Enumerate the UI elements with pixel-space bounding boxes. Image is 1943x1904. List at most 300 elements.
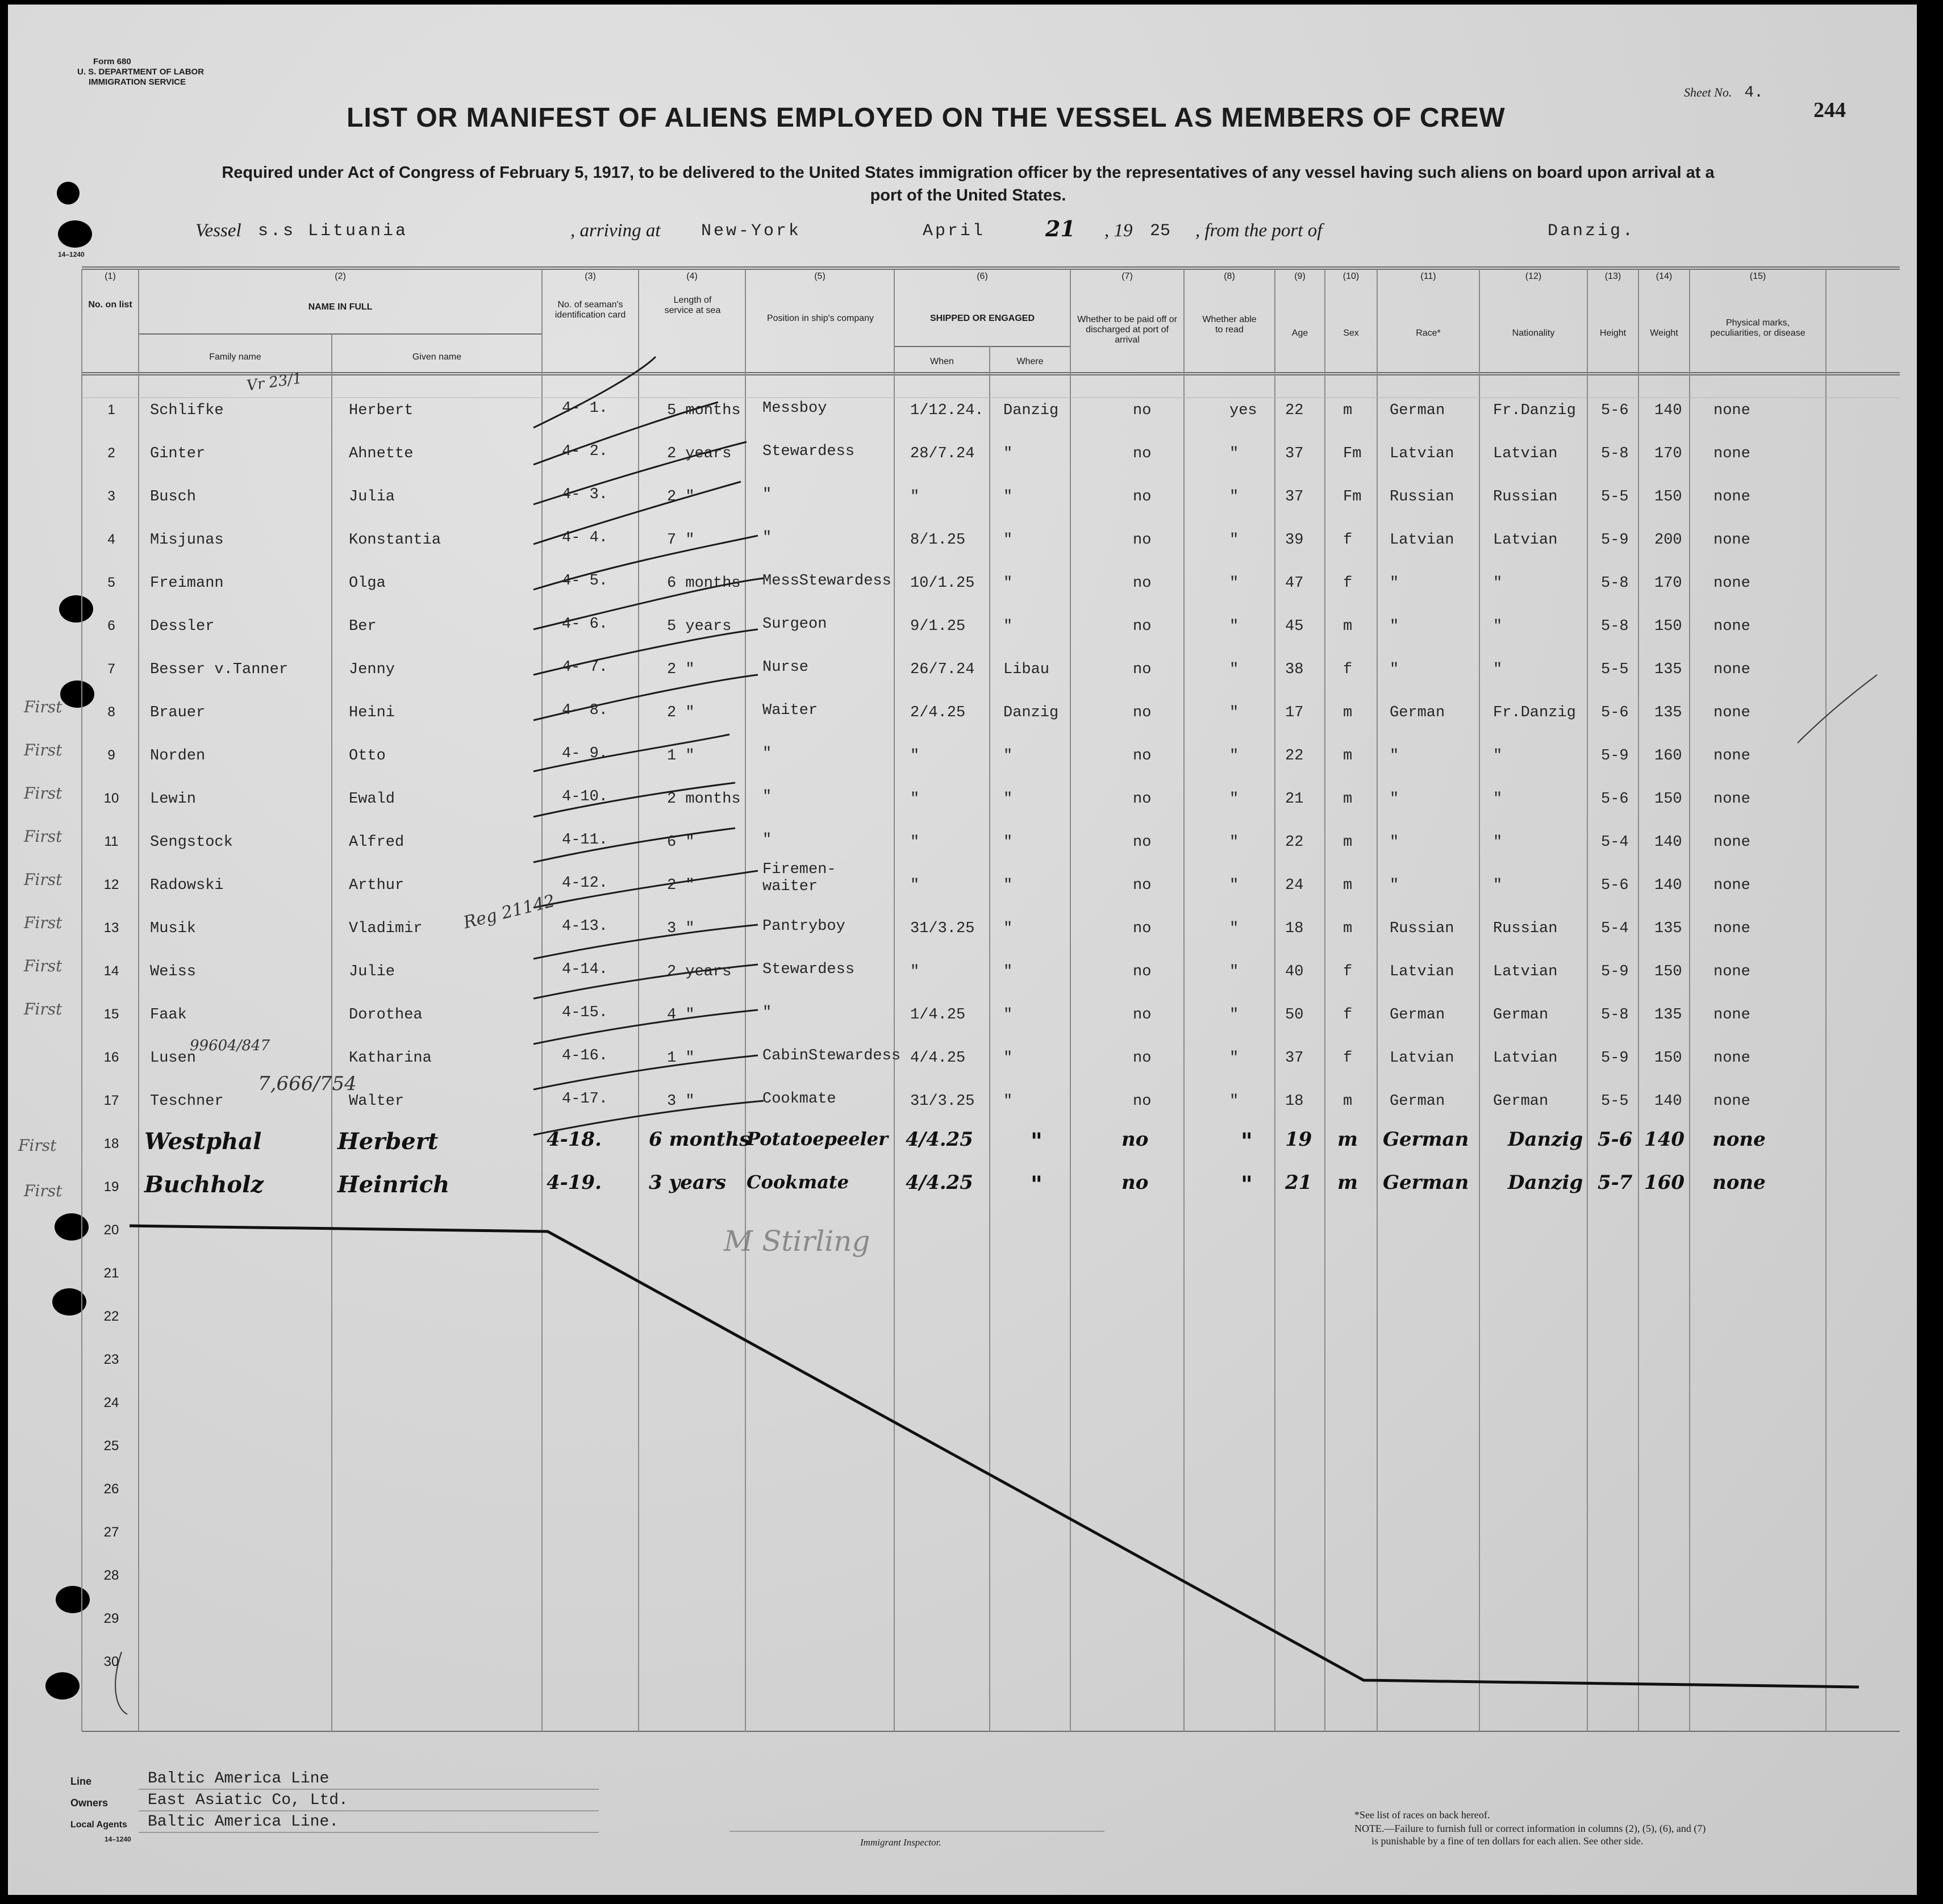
handwritten-cell-card: 4-18.: [547, 1128, 602, 1151]
row-number: 1: [107, 402, 115, 417]
cell-sex: m: [1343, 618, 1353, 635]
cell-weight: 150: [1654, 1050, 1682, 1067]
cell-paid: no: [1133, 963, 1152, 980]
cell-read: ": [1229, 618, 1239, 635]
owners-label: Owners: [70, 1797, 109, 1809]
row-number: 25: [103, 1438, 119, 1454]
cell-where: ": [1003, 488, 1013, 506]
from-label: , from the port of: [1195, 220, 1323, 241]
cell-when: 8/1.25: [910, 532, 966, 549]
cell-where: Danzig: [1003, 704, 1059, 721]
cell-race: Latvian: [1390, 963, 1454, 980]
handwritten-cell-height: 5-6: [1598, 1128, 1633, 1151]
cell-family: Lusen: [150, 1050, 197, 1067]
cell-race: ": [1390, 575, 1399, 592]
cell-age: 37: [1285, 1050, 1304, 1067]
cell-height: 5-9: [1601, 963, 1629, 980]
cell-family: Sengstock: [150, 834, 233, 851]
cell-race: ": [1390, 791, 1399, 808]
cell-given: Jenny: [349, 661, 395, 678]
cell-age: 38: [1285, 661, 1304, 678]
handwritten-cell-marks: none: [1712, 1171, 1766, 1194]
cell-height: 5-6: [1601, 877, 1629, 894]
cell-sex: f: [1343, 963, 1353, 980]
cell-sex: m: [1343, 748, 1353, 765]
cell-service: 2 ": [667, 877, 695, 894]
cell-position: Nurse: [762, 659, 809, 676]
cell-weight: 200: [1654, 532, 1682, 549]
header-shipped: SHIPPED OR ENGAGED: [929, 314, 1035, 323]
header-age: Age: [1291, 328, 1308, 338]
cell-position: Stewardess: [762, 961, 855, 978]
cell-sex: f: [1343, 1050, 1353, 1067]
handwritten-cell-position: Cookmate: [747, 1171, 849, 1193]
cell-when: 28/7.24: [910, 445, 975, 462]
handwritten-cell-race: German: [1383, 1128, 1469, 1151]
cell-when: 1/12.24.: [910, 402, 984, 419]
row-number: 24: [103, 1395, 119, 1410]
cell-read: ": [1229, 834, 1239, 851]
cell-given: Vladimir: [349, 920, 423, 937]
header-where: Where: [1016, 357, 1044, 366]
cell-age: 24: [1285, 877, 1304, 894]
col-num-2: (2): [335, 272, 346, 281]
cell-weight: 135: [1654, 1007, 1682, 1024]
cell-height: 5-8: [1601, 445, 1629, 462]
cell-where: ": [1003, 877, 1013, 894]
page-title: LIST OR MANIFEST OF ALIENS EMPLOYED ON THE VESSEL AS MEMBERS OF CREW: [347, 103, 1506, 133]
cell-position: Stewardess: [762, 443, 855, 460]
cell-marks: none: [1713, 877, 1750, 894]
cell-card: 4- 5.: [562, 573, 608, 590]
cell-family: Busch: [150, 488, 197, 506]
cell-marks: none: [1713, 532, 1750, 549]
handwritten-cell-service: 6 months: [649, 1128, 750, 1151]
cell-service: 2 ": [667, 704, 695, 721]
owners-value: East Asiatic Co, Ltd.: [148, 1792, 348, 1809]
cell-nationality: Fr.Danzig: [1493, 402, 1576, 419]
vessel-label: Vessel: [195, 220, 241, 241]
page-number: 244: [1813, 98, 1846, 122]
cancel-line: [130, 1226, 1859, 1687]
fine-note-1: NOTE.—Failure to furnish full or correct information in columns (2), (5), (6), and (7): [1354, 1823, 1706, 1834]
cell-sex: m: [1343, 402, 1353, 419]
col-num-9: (9): [1294, 272, 1306, 281]
cell-sex: Fm: [1343, 488, 1362, 506]
cell-marks: none: [1713, 834, 1750, 851]
cell-sex: m: [1343, 791, 1353, 808]
first-mark: First: [24, 957, 62, 975]
cell-where: ": [1003, 575, 1013, 592]
cell-when: ": [910, 877, 920, 894]
cell-position: Messboy: [762, 400, 827, 417]
handwritten-cell-service: 3 years: [649, 1171, 726, 1194]
cell-marks: none: [1713, 575, 1750, 592]
subtitle-line-2: port of the United States.: [870, 186, 1066, 204]
row-number: 10: [103, 791, 119, 806]
cell-card: 4-16.: [562, 1047, 608, 1064]
agents-label: Local Agents: [70, 1820, 127, 1830]
sheet-number: 4.: [1744, 84, 1763, 102]
cell-where: ": [1003, 834, 1013, 851]
header-family-name: Family name: [209, 352, 261, 362]
cell-sex: f: [1343, 661, 1353, 678]
cell-marks: none: [1713, 661, 1750, 678]
cell-marks: none: [1713, 1093, 1750, 1110]
cell-nationality: ": [1493, 748, 1503, 765]
cell-marks: none: [1713, 402, 1750, 419]
cell-read: ": [1229, 963, 1239, 980]
cell-nationality: Latvian: [1493, 1050, 1558, 1067]
cell-sex: m: [1343, 920, 1353, 937]
cell-when: ": [910, 488, 920, 506]
cell-given: Walter: [349, 1093, 405, 1110]
cell-race: German: [1390, 1007, 1445, 1024]
cell-age: 37: [1285, 445, 1304, 462]
handwritten-cell-card: 4-19.: [547, 1171, 602, 1194]
cell-where: ": [1003, 618, 1013, 635]
handwritten-cell-paid: no: [1121, 1171, 1149, 1194]
cell-given: Arthur: [349, 877, 405, 894]
form-service: IMMIGRATION SERVICE: [89, 77, 186, 87]
handwritten-cell-paid: no: [1121, 1128, 1149, 1151]
col-num-3: (3): [585, 272, 596, 281]
manifest-sheet: [8, 5, 1917, 1895]
line-value: Baltic America Line: [148, 1770, 330, 1788]
cell-card: 4- 2.: [562, 443, 608, 460]
cell-given: Julia: [349, 488, 395, 506]
row-number: 19: [103, 1179, 119, 1195]
cell-paid: no: [1133, 618, 1152, 635]
header-when: When: [930, 357, 954, 366]
cell-when: 31/3.25: [910, 1093, 975, 1110]
handwritten-cell-read: ": [1241, 1171, 1253, 1198]
cell-when: 4/4.25: [910, 1050, 966, 1067]
line-label: Line: [70, 1776, 92, 1787]
cell-family: Dessler: [150, 618, 215, 635]
cell-read: yes: [1229, 402, 1257, 419]
arrival-day: 21: [1045, 216, 1075, 241]
row-number: 16: [103, 1050, 119, 1065]
cell-read: ": [1229, 532, 1239, 549]
row-number: 4: [107, 532, 115, 547]
header-length-of-service: Length of service at sea: [664, 295, 721, 315]
handwritten-cell-sex: m: [1337, 1128, 1358, 1151]
cell-race: German: [1390, 704, 1445, 721]
cell-read: ": [1229, 791, 1239, 808]
cell-service: 3 ": [667, 920, 695, 937]
cell-position: ": [762, 529, 772, 546]
cell-given: Julie: [349, 963, 395, 980]
cell-nationality: ": [1493, 791, 1503, 808]
cell-given: Heini: [349, 704, 395, 721]
cell-read: ": [1229, 920, 1239, 937]
col-num-1: (1): [105, 272, 116, 281]
cell-position: MessStewardess: [762, 573, 891, 590]
handwritten-cell-family: Buchholz: [144, 1171, 264, 1198]
departure-port: Danzig.: [1548, 222, 1636, 241]
handwritten-cell-height: 5-7: [1598, 1171, 1633, 1194]
cell-nationality: ": [1493, 575, 1503, 592]
cell-sex: f: [1343, 1007, 1353, 1024]
cell-where: ": [1003, 532, 1013, 549]
cell-read: ": [1229, 575, 1239, 592]
cell-race: Latvian: [1390, 532, 1454, 549]
cell-paid: no: [1133, 834, 1152, 851]
row-number: 27: [103, 1525, 119, 1540]
handwritten-cell-weight: 140: [1644, 1128, 1685, 1151]
cell-position: CabinStewardess: [762, 1047, 901, 1064]
inspector-signature: M Stirling: [724, 1225, 870, 1258]
handwritten-cell-read: ": [1241, 1128, 1253, 1155]
handwritten-cell-when: 4/4.25: [906, 1128, 973, 1151]
cell-card: 4- 7.: [562, 659, 608, 676]
cell-position: ": [762, 745, 772, 762]
col-num-7: (7): [1121, 272, 1133, 281]
cell-weight: 140: [1654, 1093, 1682, 1110]
row-number: 15: [103, 1007, 119, 1022]
header-race: Race*: [1416, 328, 1441, 338]
first-mark: First: [24, 913, 62, 932]
cell-where: ": [1003, 445, 1013, 462]
cell-age: 18: [1285, 920, 1304, 937]
handwritten-cell-given: Heinrich: [337, 1171, 450, 1198]
cell-age: 17: [1285, 704, 1304, 721]
form-department: U. S. DEPARTMENT OF LABOR: [77, 67, 205, 77]
cell-marks: none: [1713, 704, 1750, 721]
cell-card: 4- 8.: [562, 702, 608, 719]
cell-age: 22: [1285, 748, 1304, 765]
cell-sex: f: [1343, 532, 1353, 549]
handwritten-cell-where: ": [1031, 1171, 1043, 1198]
cell-paid: no: [1133, 402, 1152, 419]
cell-family: Radowski: [150, 877, 224, 894]
handwritten-cell-weight: 160: [1644, 1171, 1685, 1194]
cell-card: 4- 4.: [562, 529, 608, 546]
cell-service: 6 ": [667, 834, 695, 851]
row1-note: Vr 23/1: [245, 370, 303, 395]
cell-position: ": [762, 1004, 772, 1021]
reg-note: Reg 21142: [461, 891, 557, 933]
cell-when: ": [910, 748, 920, 765]
cell-height: 5-6: [1601, 791, 1629, 808]
row-number: 30: [103, 1654, 119, 1669]
arrival-month: April: [923, 222, 986, 241]
cell-nationality: ": [1493, 834, 1503, 851]
handwritten-cell-marks: none: [1712, 1128, 1766, 1151]
col-num-15: (15): [1749, 272, 1766, 281]
cell-where: ": [1003, 748, 1013, 765]
handwritten-cell-sex: m: [1337, 1171, 1358, 1194]
row-number: 13: [103, 920, 119, 936]
cell-height: 5-9: [1601, 532, 1629, 549]
cell-where: ": [1003, 963, 1013, 980]
arriving-label: , arriving at: [570, 220, 661, 241]
cell-weight: 135: [1654, 704, 1682, 721]
cell-when: 9/1.25: [910, 618, 966, 635]
cell-position: Pantryboy: [762, 918, 845, 935]
cell-age: 40: [1285, 963, 1304, 980]
cell-age: 22: [1285, 402, 1304, 419]
cell-family: Weiss: [150, 963, 197, 980]
handwritten-cell-given: Herbert: [337, 1128, 439, 1155]
cell-marks: none: [1713, 963, 1750, 980]
cell-race: ": [1390, 834, 1399, 851]
cell-age: 18: [1285, 1093, 1304, 1110]
cell-given: Ahnette: [349, 445, 414, 462]
cell-height: 5-5: [1601, 1093, 1629, 1110]
cell-age: 21: [1285, 791, 1304, 808]
cell-family: Misjunas: [150, 532, 224, 549]
handwritten-cell-age: 21: [1285, 1171, 1312, 1194]
row-number: 28: [103, 1568, 119, 1583]
cell-nationality: Russian: [1493, 920, 1558, 937]
cell-service: 2 years: [667, 963, 732, 980]
col-num-11: (11): [1420, 272, 1436, 281]
cell-marks: none: [1713, 791, 1750, 808]
row-number: 22: [103, 1309, 119, 1324]
cell-race: German: [1390, 1093, 1445, 1110]
col-num-5: (5): [814, 272, 825, 281]
cell-race: ": [1390, 618, 1399, 635]
cell-nationality: Fr.Danzig: [1493, 704, 1576, 721]
cell-read: ": [1229, 1093, 1239, 1110]
row-number: 17: [103, 1093, 119, 1108]
cell-paid: no: [1133, 488, 1152, 506]
handwritten-cell-when: 4/4.25: [906, 1171, 973, 1194]
race-note: *See list of races on back hereof.: [1354, 1809, 1490, 1821]
cell-given: Ber: [349, 618, 377, 635]
faak-note: 99604/847: [190, 1037, 270, 1054]
cell-given: Olga: [349, 575, 386, 592]
cell-race: ": [1390, 661, 1399, 678]
cell-marks: none: [1713, 1007, 1750, 1024]
cell-nationality: ": [1493, 618, 1503, 635]
cell-service: 2 ": [667, 661, 695, 678]
cell-service: 2 months: [667, 791, 741, 808]
cell-service: 2 years: [667, 445, 732, 462]
first-mark: First: [18, 1136, 57, 1155]
cell-service: 4 ": [667, 1007, 695, 1024]
cell-where: ": [1003, 1093, 1013, 1110]
cell-marks: none: [1713, 445, 1750, 462]
row-number: 3: [107, 488, 115, 504]
cell-when: ": [910, 963, 920, 980]
cell-race: Latvian: [1390, 445, 1454, 462]
handwritten-cell-position: Potatoepeeler: [747, 1128, 889, 1150]
cell-age: 47: [1285, 575, 1304, 592]
cell-read: ": [1229, 748, 1239, 765]
cell-nationality: Latvian: [1493, 445, 1558, 462]
cell-service: 6 months: [667, 575, 741, 592]
cell-service: 7 ": [667, 532, 695, 549]
cell-marks: none: [1713, 920, 1750, 937]
cell-height: 5-5: [1601, 661, 1629, 678]
header-height: Height: [1599, 328, 1627, 338]
cell-paid: no: [1133, 748, 1152, 765]
cell-sex: f: [1343, 575, 1353, 592]
first-mark: First: [24, 1000, 62, 1018]
first-mark: First: [24, 827, 62, 846]
row-number: 18: [103, 1136, 119, 1151]
row-number: 20: [103, 1222, 119, 1238]
header-weight: Weight: [1650, 328, 1678, 338]
table-grid: [8, 5, 1917, 1895]
cell-family: Lewin: [150, 791, 197, 808]
cell-race: Russian: [1390, 488, 1454, 506]
first-mark: First: [24, 784, 62, 803]
cell-height: 5-6: [1601, 704, 1629, 721]
col-num-4: (4): [686, 272, 698, 281]
cell-position: Cookmate: [762, 1091, 836, 1108]
agents-value: Baltic America Line.: [148, 1813, 339, 1831]
cell-family: Faak: [150, 1007, 187, 1024]
cell-nationality: ": [1493, 877, 1503, 894]
cell-nationality: German: [1493, 1007, 1549, 1024]
cell-card: 4-15.: [562, 1004, 608, 1021]
cell-read: ": [1229, 488, 1239, 506]
col-num-8: (8): [1224, 272, 1235, 281]
header-name-in-full: NAME IN FULL: [308, 302, 373, 312]
cell-service: 1 ": [667, 748, 695, 765]
cell-nationality: ": [1493, 661, 1503, 678]
arrival-port: New-York: [701, 222, 802, 241]
cell-paid: no: [1133, 661, 1152, 678]
arrival-year: 25: [1150, 222, 1171, 241]
cell-height: 5-9: [1601, 1050, 1629, 1067]
row-number: 23: [103, 1352, 119, 1367]
cell-position: ": [762, 486, 772, 503]
cell-given: Herbert: [349, 402, 414, 419]
cell-race: Latvian: [1390, 1050, 1454, 1067]
cell-given: Alfred: [349, 834, 405, 851]
cell-where: ": [1003, 791, 1013, 808]
cell-when: 31/3.25: [910, 920, 975, 937]
cell-where: ": [1003, 1050, 1013, 1067]
cell-when: ": [910, 791, 920, 808]
cell-paid: no: [1133, 1007, 1152, 1024]
handwritten-cell-nationality: Danzig: [1508, 1128, 1583, 1151]
fine-note-2: is punishable by a fine of ten dollars for each alien. See other side.: [1371, 1835, 1644, 1847]
cell-weight: 140: [1654, 877, 1682, 894]
teschner-note: 7,666/754: [258, 1072, 357, 1095]
first-mark: First: [24, 870, 62, 889]
cell-nationality: German: [1493, 1093, 1549, 1110]
cell-paid: no: [1133, 791, 1152, 808]
cell-marks: none: [1713, 488, 1750, 506]
cell-age: 37: [1285, 488, 1304, 506]
header-paid-off: Whether to be paid off or discharged at port of arrival: [1077, 315, 1177, 345]
cell-height: 5-8: [1601, 575, 1629, 592]
cell-when: ": [910, 834, 920, 851]
row-number: 11: [104, 834, 119, 849]
cell-card: 4-10.: [562, 788, 608, 805]
cell-read: ": [1229, 704, 1239, 721]
cell-where: ": [1003, 920, 1013, 937]
cell-service: 5 months: [667, 402, 741, 419]
cell-family: Freimann: [150, 575, 224, 592]
cell-height: 5-6: [1601, 402, 1629, 419]
cell-weight: 135: [1654, 920, 1682, 937]
row-number: 21: [103, 1266, 119, 1281]
col-num-6: (6): [977, 272, 988, 281]
row-number: 5: [107, 575, 115, 590]
col-num-10: (10): [1342, 272, 1360, 281]
header-nationality: Nationality: [1512, 328, 1555, 338]
cell-card: 4-17.: [562, 1091, 608, 1108]
cell-card: 4-14.: [562, 961, 608, 978]
cell-family: Brauer: [150, 704, 206, 721]
